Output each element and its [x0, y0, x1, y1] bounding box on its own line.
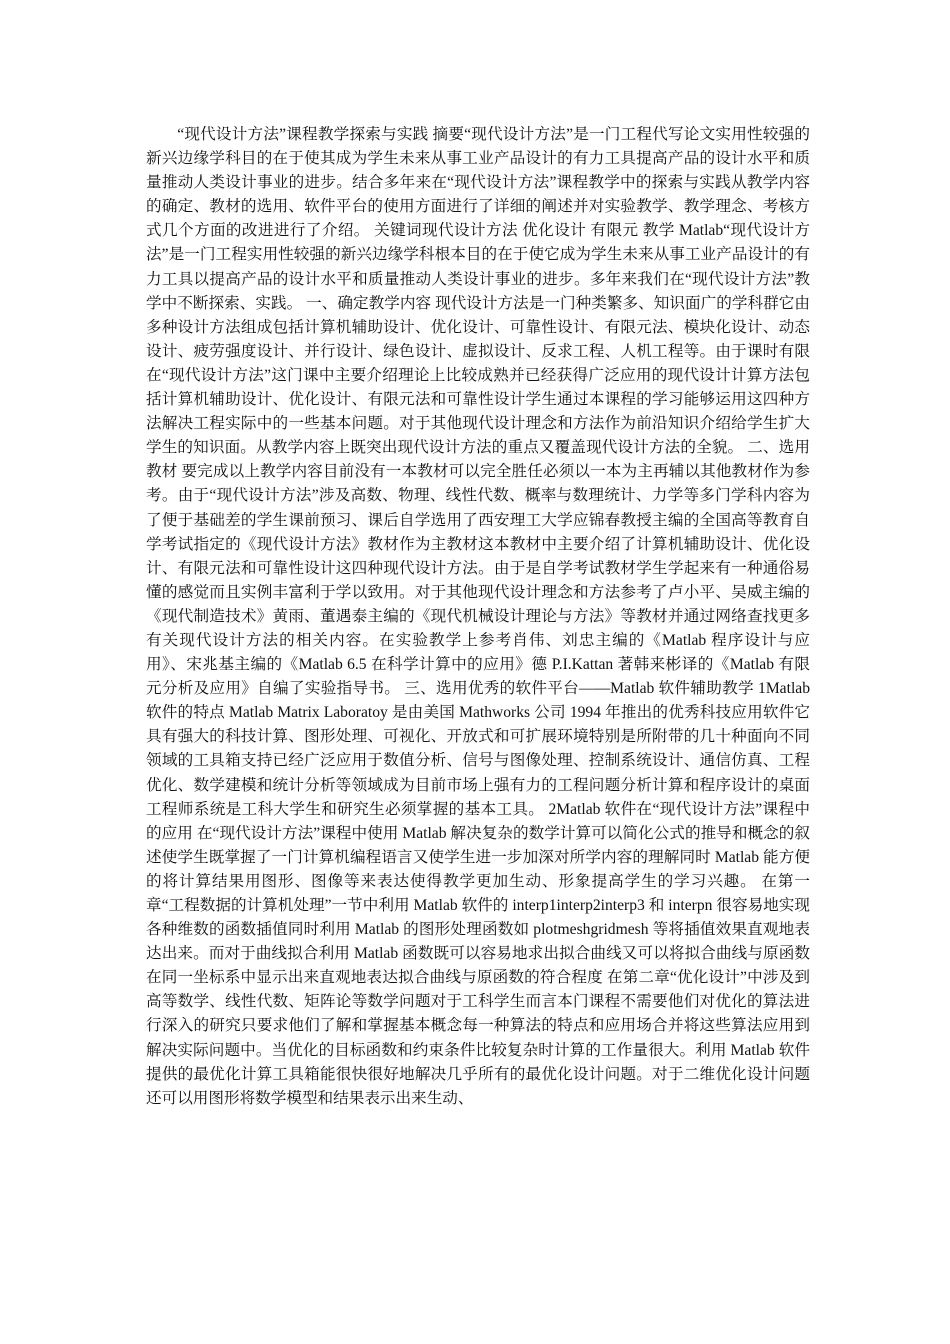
body-paragraph: “现代设计方法”课程教学探索与实践 摘要“现代设计方法”是一门工程代写论文实用性较强的新兴边缘学科目的在于使其成为学生未来从事工业产品设计的有力工具提高产品的设计水平和质量推动人类设计事业的进步。结合多年来在“现代设计方法”课程教学中的探索与实践从教学内容的确定、教材的选用、软件平台的使用方面进行了详细的阐述并对实验教学、教学理念、考核方式几个方面的改进进行了介绍。 关键词现代设计方法 优化设计 有限元 教学 Matlab“现代设计方法”是一门工程实用性较强的新兴边缘学科根本目的在于使它成为学生未来从事工业产品设计的有力工具以提高产品的设计水平和质量推动人类设计事业的进步。多年来我们在“现代设计方法”教学中不断探索、实践。 一、确定教学内容 现代设计方法是一门种类繁多、知识面广的学科群它由多种设计方法组成包括计算机辅助设计、优化设计、可靠性设计、有限元法、模块化设计、动态设计、疲劳强度设计、并行设计、绿色设计、虚拟设计、反求工程、人机工程等。由于课时有限在“现代设计方法”这门课中主要介绍理论上比较成熟并已经获得广泛应用的现代设计计算方法包括计算机辅助设计、优化设计、有限元法和可靠性设计学生通过本课程的学习能够运用这四种方法解决工程实际中的一些基本问题。对于其他现代设计理念和方法作为前沿知识介绍给学生扩大学生的知识面。从教学内容上既突出现代设计方法的重点又覆盖现代设计方法的全貌。 二、选用教材 要完成以上教学内容目前没有一本教材可以完全胜任必须以一本为主再辅以其他教材作为参考。由于“现代设计方法”涉及高数、物理、线性代数、概率与数理统计、力学等多门学科内容为了便于基础差的学生课前预习、课后自学选用了西安理工大学应锦春教授主编的全国高等教育自学考试指定的《现代设计方法》教材作为主教材这本教材中主要介绍了计算机辅助设计、优化设计、有限元法和可靠性设计这四种现代设计方法。由于是自学考试教材学生学起来有一种通俗易懂的感觉而且实例丰富利于学以致用。对于其他现代设计理念和方法参考了卢小平、吴威主编的《现代制造技术》黄雨、董遇泰主编的《现代机械设计理论与方法》等教材并通过网络查找更多有关现代设计方法的相关内容。在实验教学上参考肖伟、刘忠主编的《Matlab 程序设计与应用》、宋兆基主编的《Matlab 6.5 在科学计算中的应用》德 P.I.Kattan 著韩来彬译的《Matlab 有限元分析及应用》自编了实验指导书。 三、选用优秀的软件平台——Matlab 软件辅助教学 1Matlab 软件的特点 Matlab Matrix Laboratoy 是由美国 Mathworks 公司 1994 年推出的优秀科技应用软件它具有强大的科技计算、图形处理、可视化、开放式和可扩展环境特别是所附带的几十种面向不同领域的工具箱支持已经广泛应用于数值分析、信号与图像处理、控制系统设计、通信仿真、工程优化、数学建模和统计分析等领域成为目前市场上强有力的工程问题分析计算和程序设计的桌面工程师系统是工科大学生和研究生必须掌握的基本工具。 2Matlab 软件在“现代设计方法”课程中的应用 在“现代设计方法”课程中使用 Matlab 解决复杂的数学计算可以简化公式的推导和概念的叙述使学生既掌握了一门计算机编程语言又使学生进一步加深对所学内容的理解同时 Matlab 能方便的将计算结果用图形、图像等来表达使得教学更加生动、形象提高学生的学习兴趣。 在第一章“工程数据的计算机处理”一节中利用 Matlab 软件的 interp1interp2interp3 和 interpn 很容易地实现各种维数的函数插值同时利用 Matlab 的图形处理函数如 plotmeshgridmesh 等将插值效果直观地表达出来。而对于曲线拟合利用 Matlab 函数既可以容易地求出拟合曲线又可以将拟合曲线与原函数在同一坐标系中显示出来直观地表达拟合曲线与原函数的符合程度 在第二章“优化设计”中涉及到高等数学、线性代数、矩阵论等数学问题对于工科学生而言本门课程不需要他们对优化的算法进行深入的研究只要求他们了解和掌握基本概念每一种算法的特点和应用场合并将这些算法应用到解决实际问题中。当优化的目标函数和约束条件比较复杂时计算的工作量很大。利用 Matlab 软件提供的最优化计算工具箱能很快很好地解决几乎所有的最优化设计问题。对于二维优化设计问题还可以用图形将数学模型和结果表示出来生动、 [146, 126, 810, 1107]
